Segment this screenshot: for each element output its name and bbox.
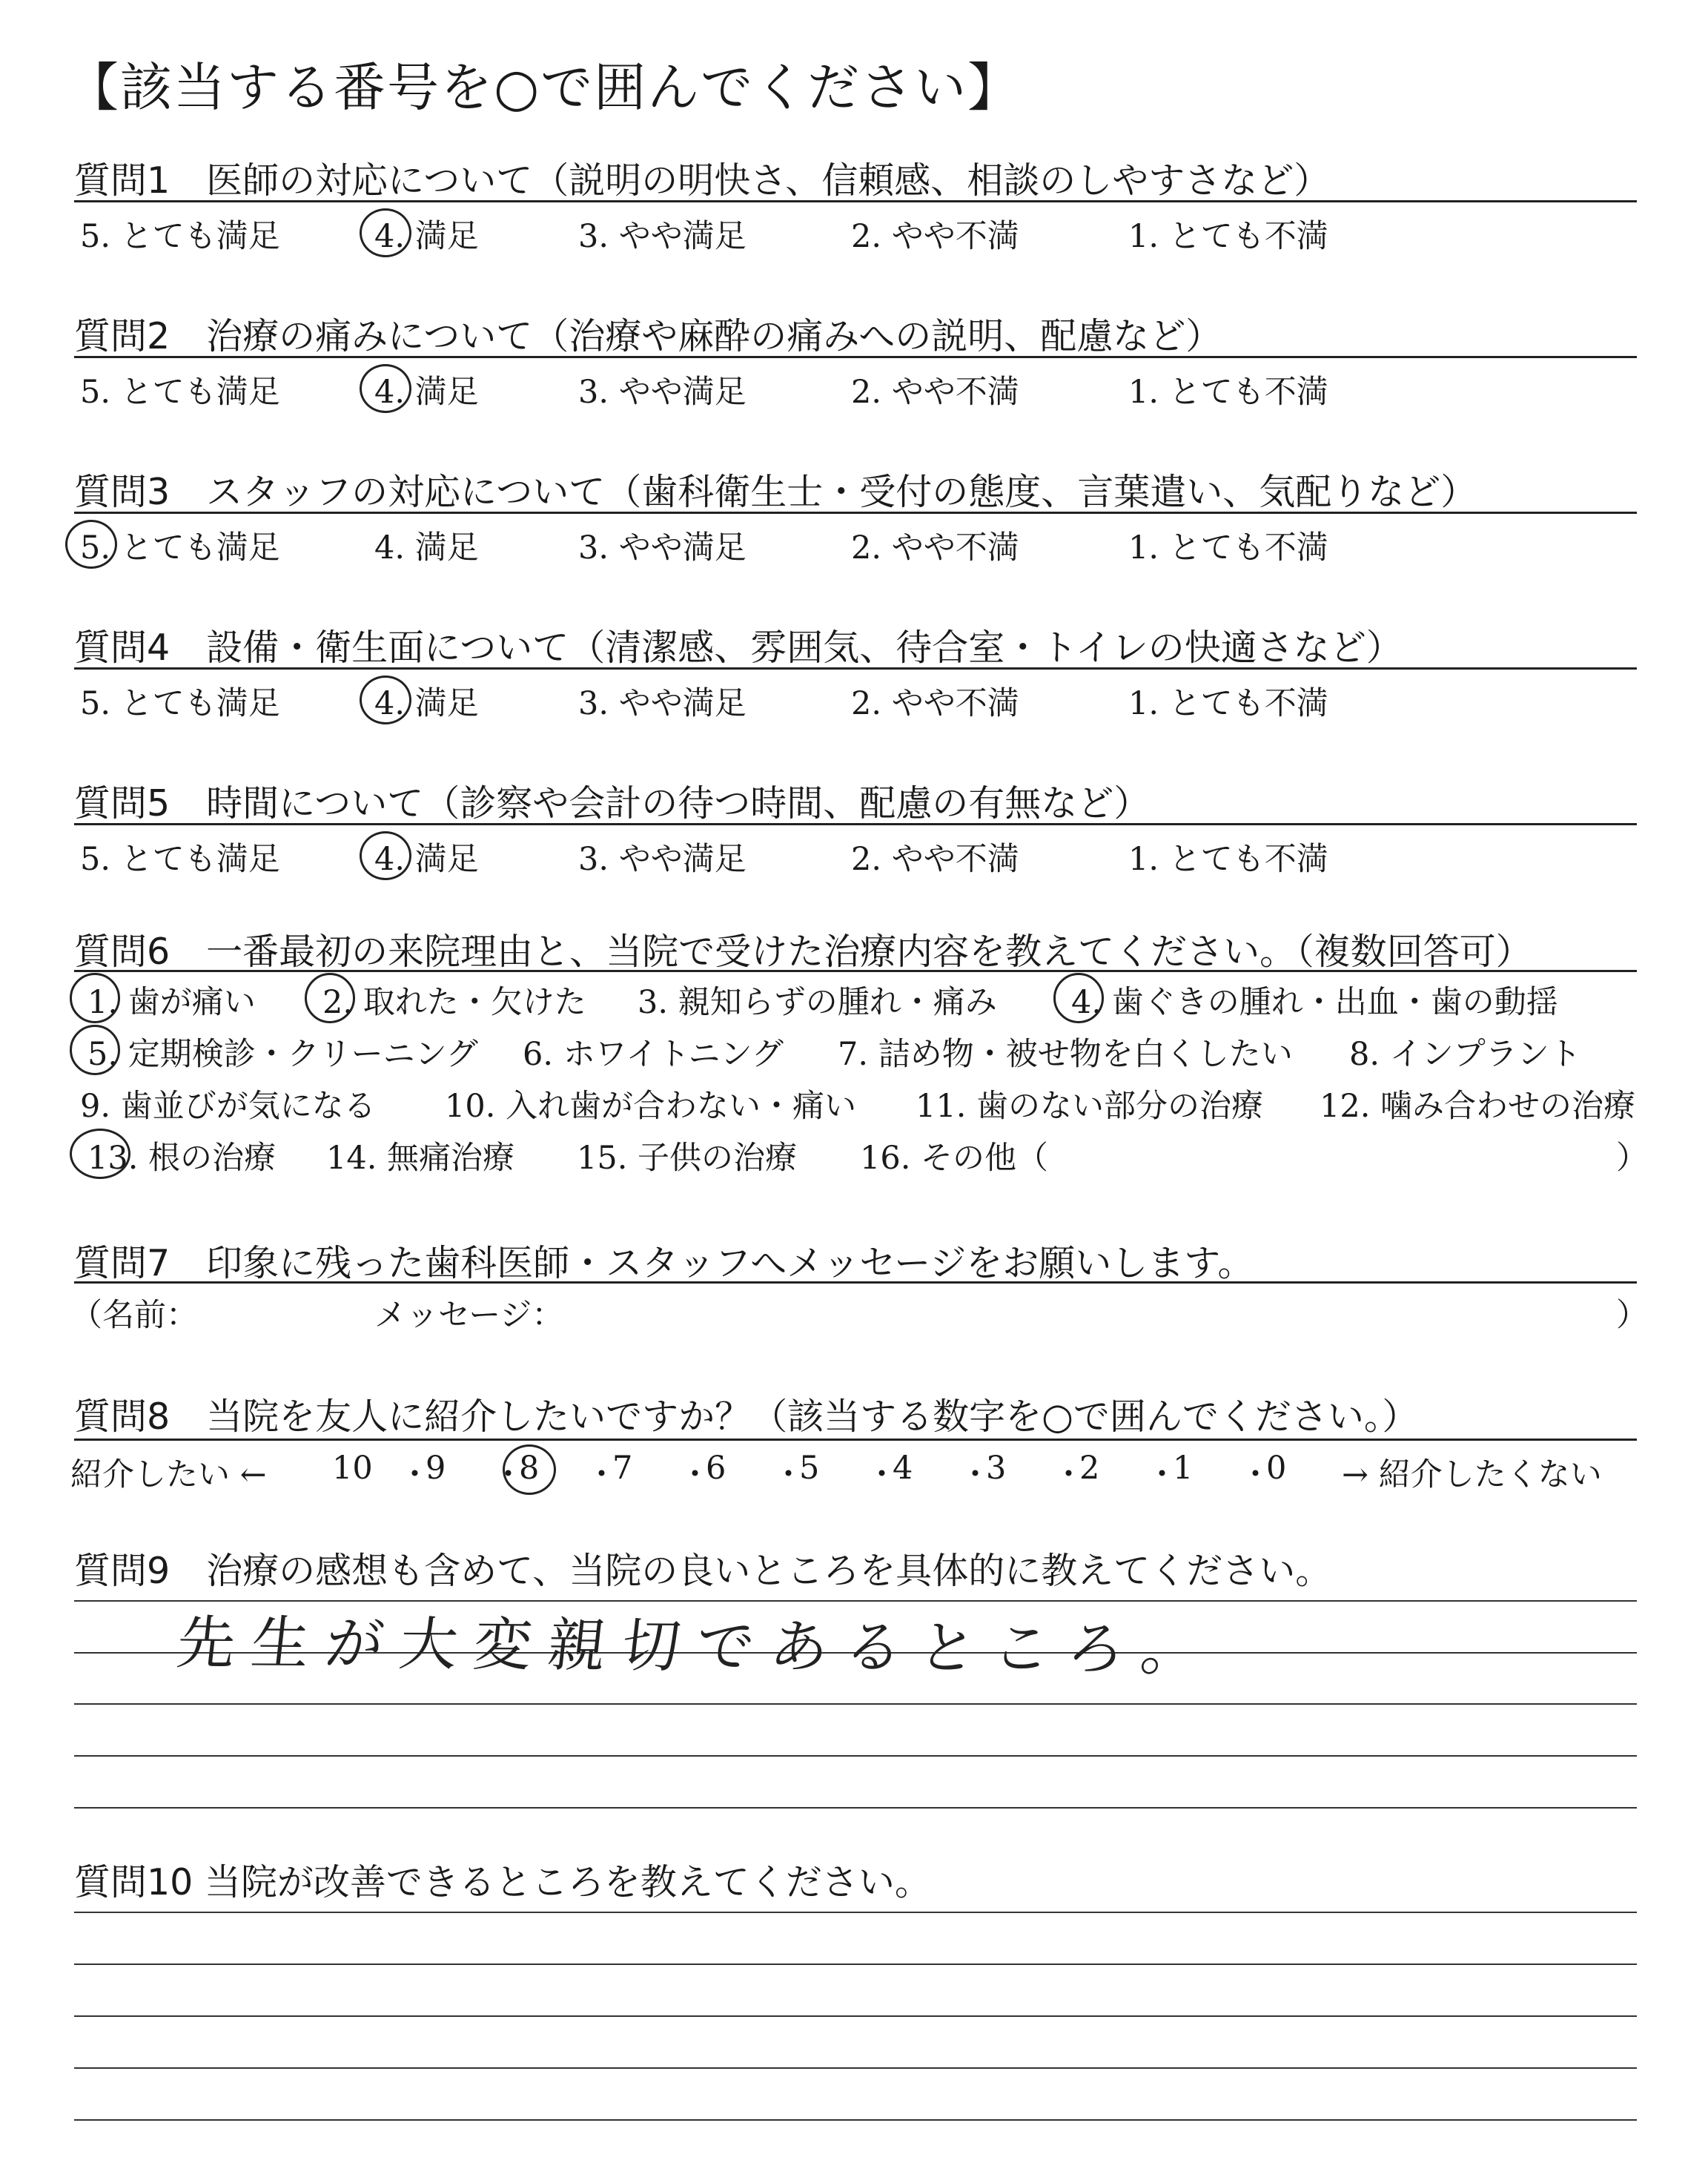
q3-option[interactable]: 1. とても不満 — [1128, 529, 1328, 567]
q6-option[interactable]: 4. 歯ぐきの腫れ・出血・歯の動揺 — [1071, 984, 1558, 1021]
q6-option[interactable]: 6. ホワイトニング — [523, 1036, 784, 1073]
q8-scale-separator: ・ — [492, 1456, 524, 1493]
q8-scale-value[interactable]: 9 — [426, 1450, 446, 1487]
q9-line — [74, 1807, 1637, 1809]
q6-option[interactable]: 14. 無痛治療 — [326, 1140, 515, 1177]
q2-option[interactable]: 5. とても満足 — [80, 374, 280, 411]
q10-line — [74, 2119, 1637, 2121]
q4-option[interactable]: 2. やや不満 — [851, 685, 1019, 722]
q7-title: 質問7 印象に残った歯科医師・スタッフへメッセージをお願いします。 — [74, 1242, 1254, 1284]
q7-close-paren: ） — [1616, 1297, 1648, 1334]
q3-option[interactable]: 4. 満足 — [374, 529, 479, 567]
q8-scale-value[interactable]: 7 — [612, 1450, 633, 1487]
q9-line — [74, 1755, 1637, 1757]
q2-option[interactable]: 4. 満足 — [374, 374, 479, 411]
q4-option[interactable]: 4. 満足 — [374, 685, 479, 722]
q9-handwritten-answer: 先生が大変親切であるところ。 — [173, 1610, 1219, 1684]
q4-option[interactable]: 5. とても満足 — [80, 685, 280, 722]
q2-option[interactable]: 1. とても不満 — [1128, 374, 1328, 411]
q3-option[interactable]: 5. とても満足 — [80, 529, 280, 567]
q10-line — [74, 2067, 1637, 2069]
q8-title: 質問8 当院を友人に紹介したいですか？（該当する数字を○で囲んでください。） — [74, 1396, 1419, 1438]
q6-option[interactable]: 1. 歯が痛い — [87, 984, 256, 1021]
q5-option[interactable]: 5. とても満足 — [80, 841, 280, 878]
q10-line — [74, 1912, 1637, 1913]
q5-selection-circle — [360, 831, 411, 880]
q6-other-close: ） — [1616, 1140, 1648, 1177]
q8-scale-value[interactable]: 2 — [1079, 1450, 1100, 1487]
q1-option[interactable]: 5. とても満足 — [80, 218, 280, 255]
q9-title: 質問9 治療の感想も含めて、当院の良いところを具体的に教えてください。 — [74, 1550, 1332, 1592]
q5-title: 質問5 時間について（診察や会計の待つ時間、配慮の有無など） — [74, 782, 1151, 825]
q7-underline — [74, 1281, 1637, 1284]
q8-scale-value[interactable]: 4 — [893, 1450, 913, 1487]
q6-option[interactable]: 15. 子供の治療 — [577, 1140, 798, 1177]
q8-scale-separator: ・ — [586, 1456, 618, 1493]
q8-scale-separator: ・ — [1146, 1456, 1178, 1493]
q8-scale-value[interactable]: 5 — [799, 1450, 820, 1487]
q8-scale-separator: ・ — [399, 1456, 431, 1493]
q4-title: 質問4 設備・衛生面について（清潔感、雰囲気、待合室・トイレの快適さなど） — [74, 627, 1403, 669]
q8-scale-separator: ・ — [866, 1456, 898, 1493]
q8-scale-value[interactable]: 3 — [986, 1450, 1007, 1487]
q9-line — [74, 1703, 1637, 1705]
q8-right-label: → 紹介したくない — [1342, 1456, 1602, 1493]
q3-title: 質問3 スタッフの対応について（歯科衛生士・受付の態度、言葉遣い、気配りなど） — [74, 471, 1477, 513]
q8-selection-circle — [503, 1444, 556, 1495]
q6-selection-circle — [305, 973, 355, 1023]
q1-underline — [74, 200, 1637, 202]
q4-option[interactable]: 1. とても不満 — [1128, 685, 1328, 722]
q6-selection-circle — [70, 1025, 120, 1075]
q6-option[interactable]: 3. 親知らずの腫れ・痛み — [638, 984, 997, 1021]
q8-scale-separator: ・ — [679, 1456, 711, 1493]
q6-option[interactable]: 8. インプラント — [1349, 1036, 1581, 1073]
q3-option[interactable]: 3. やや満足 — [578, 529, 747, 567]
q8-scale-separator: ・ — [1053, 1456, 1085, 1493]
q6-option[interactable]: 10. 入れ歯が合わない・痛い — [445, 1088, 857, 1125]
q6-option[interactable]: 2. 取れた・欠けた — [322, 984, 586, 1021]
q6-selection-circle — [70, 1129, 130, 1179]
q1-selection-circle — [360, 208, 411, 257]
q1-option[interactable]: 3. やや満足 — [578, 218, 747, 255]
q7-name-label: （名前： — [70, 1297, 198, 1334]
q4-underline — [74, 667, 1637, 670]
q10-line — [74, 1964, 1637, 1965]
q2-underline — [74, 356, 1637, 358]
q6-option[interactable]: 11. 歯のない部分の治療 — [916, 1088, 1264, 1125]
q6-option[interactable]: 5. 定期検診・クリーニング — [87, 1036, 478, 1073]
q2-selection-circle — [360, 364, 411, 413]
q8-scale-value[interactable]: 10 — [332, 1450, 373, 1487]
q6-option[interactable]: 13. 根の治療 — [87, 1140, 277, 1177]
q5-option[interactable]: 1. とても不満 — [1128, 841, 1328, 878]
q6-option[interactable]: 12. 噛み合わせの治療 — [1320, 1088, 1636, 1125]
q1-option[interactable]: 4. 満足 — [374, 218, 479, 255]
q6-title: 質問6 一番最初の来院理由と、当院で受けた治療内容を教えてください。（複数回答可） — [74, 931, 1532, 973]
q1-option[interactable]: 2. やや不満 — [851, 218, 1019, 255]
q10-title: 質問10 当院が改善できるところを教えてください。 — [74, 1861, 931, 1903]
q8-scale-value[interactable]: 1 — [1173, 1450, 1194, 1487]
q3-selection-circle — [65, 520, 117, 569]
q5-underline — [74, 823, 1637, 825]
q5-option[interactable]: 2. やや不満 — [851, 841, 1019, 878]
q6-option[interactable]: 9. 歯並びが気になる — [80, 1088, 376, 1125]
q7-message-label: メッセージ： — [374, 1297, 564, 1334]
q5-option[interactable]: 4. 満足 — [374, 841, 479, 878]
q10-line — [74, 2015, 1637, 2017]
q8-left-label: 紹介したい ← — [70, 1456, 267, 1493]
q8-scale-separator: ・ — [959, 1456, 991, 1493]
q2-option[interactable]: 3. やや満足 — [578, 374, 747, 411]
q1-option[interactable]: 1. とても不満 — [1128, 218, 1328, 255]
page-title: 【該当する番号を○で囲んでください】 — [67, 57, 1022, 118]
q8-scale-value[interactable]: 6 — [706, 1450, 726, 1487]
q2-title: 質問2 治療の痛みについて（治療や麻酔の痛みへの説明、配慮など） — [74, 315, 1222, 357]
q3-option[interactable]: 2. やや不満 — [851, 529, 1019, 567]
q8-scale-value[interactable]: 0 — [1266, 1450, 1287, 1487]
q6-selection-circle — [70, 973, 120, 1023]
q3-underline — [74, 512, 1637, 514]
q8-scale-value[interactable]: 8 — [519, 1450, 540, 1487]
q1-title: 質問1 医師の対応について（説明の明快さ、信頼感、相談のしやすさなど） — [74, 159, 1331, 202]
q6-option[interactable]: 7. 詰め物・被せ物を白くしたい — [838, 1036, 1293, 1073]
q6-option[interactable]: 16. その他（ — [860, 1140, 1049, 1177]
q4-option[interactable]: 3. やや満足 — [578, 685, 747, 722]
q8-scale-separator: ・ — [772, 1456, 804, 1493]
q6-selection-circle — [1053, 973, 1104, 1023]
q8-scale-separator: ・ — [1239, 1456, 1271, 1493]
q4-selection-circle — [360, 676, 411, 724]
q5-option[interactable]: 3. やや満足 — [578, 841, 747, 878]
q6-underline — [74, 970, 1637, 972]
q8-underline — [74, 1439, 1637, 1441]
q2-option[interactable]: 2. やや不満 — [851, 374, 1019, 411]
